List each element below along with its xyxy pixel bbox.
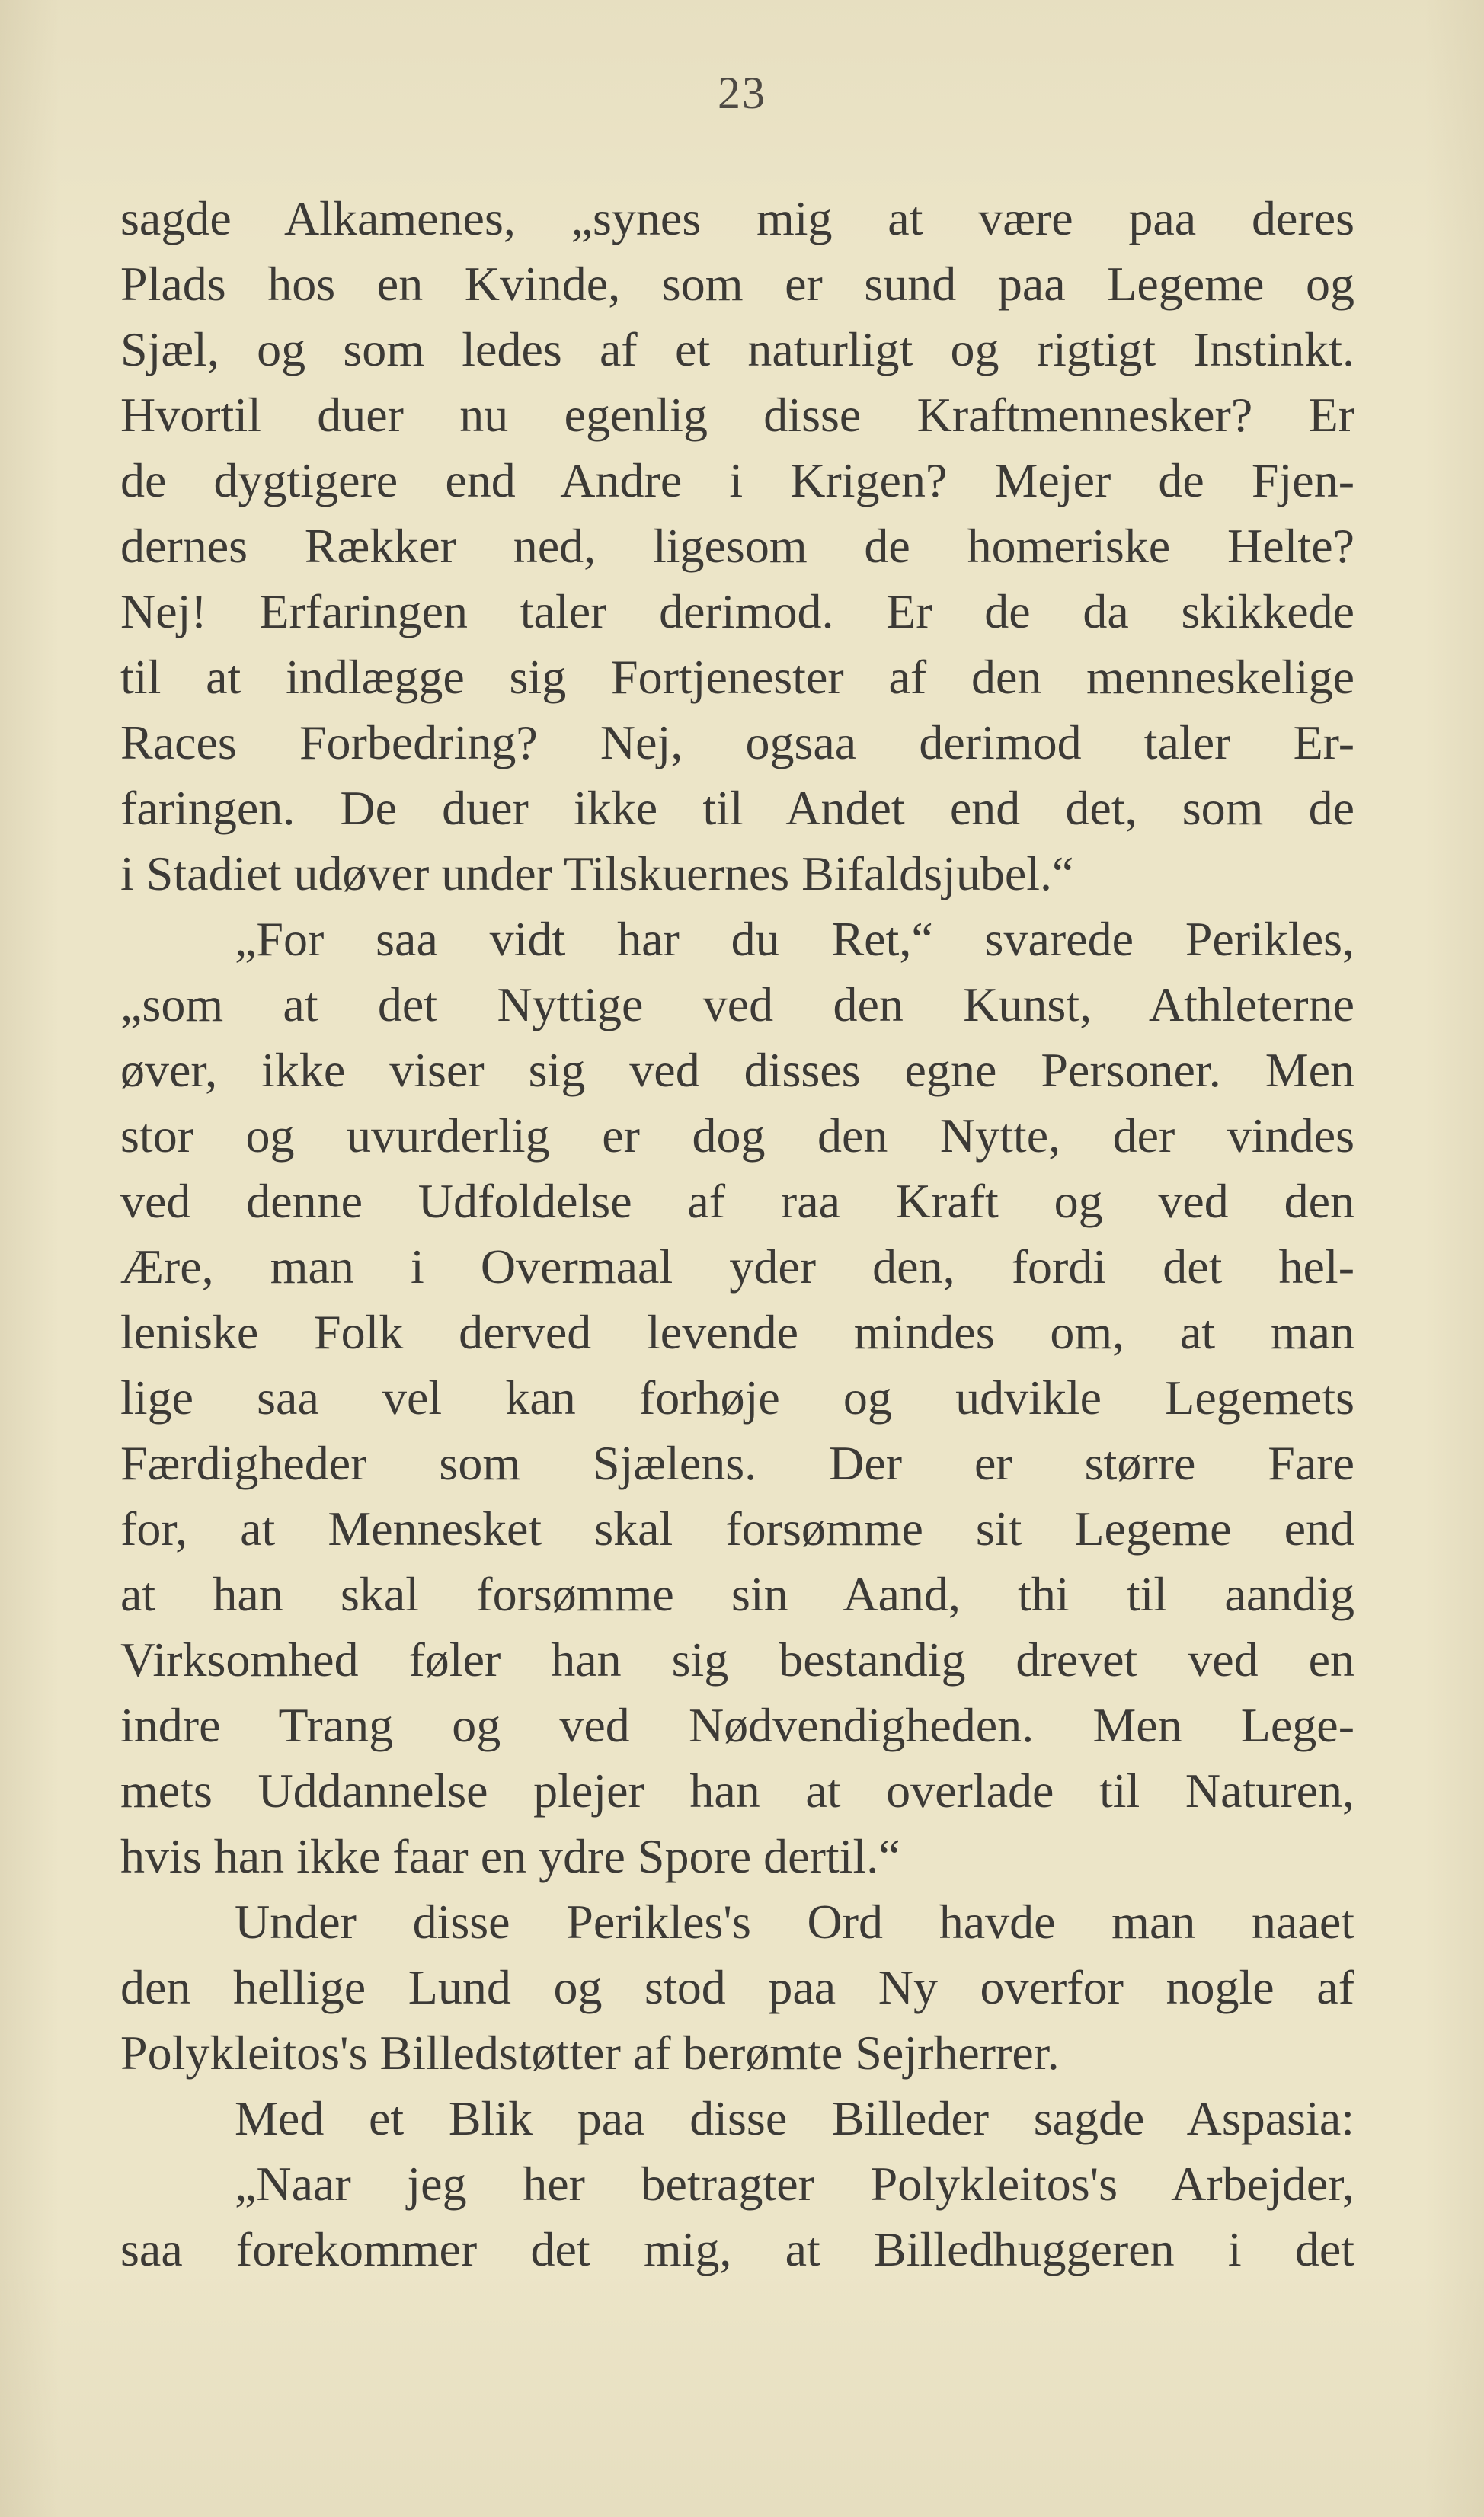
text-line: øver, ikke viser sig ved disses egne Personer. Men bbox=[120, 1043, 1354, 1097]
text-line: dernes Rækker ned, ligesom de homeriske Helte? bbox=[120, 519, 1354, 573]
text-line: Plads hos en Kvinde, som er sund paa Legeme og bbox=[120, 257, 1354, 311]
text-line: Under disse Perikles's Ord havde man naaet bbox=[235, 1895, 1354, 1949]
text-line: „Naar jeg her betragter Polykleitos's Arbejder, bbox=[235, 2157, 1354, 2211]
text-line: „For saa vidt har du Ret,“ svarede Perikles, bbox=[235, 912, 1354, 966]
text-line: Sjæl, og som ledes af et naturligt og rigtigt Instinkt. bbox=[120, 322, 1354, 376]
text-line: mets Uddannelse plejer han at overlade til Naturen, bbox=[120, 1764, 1354, 1818]
text-line: til at indlægge sig Fortjenester af den menneskelige bbox=[120, 650, 1354, 704]
text-line: de dygtigere end Andre i Krigen? Mejer de Fjen- bbox=[120, 453, 1354, 507]
text-line: indre Trang og ved Nødvendigheden. Men Lege- bbox=[120, 1698, 1354, 1752]
text-line: saa forekommer det mig, at Billedhuggeren i det bbox=[120, 2222, 1354, 2276]
text-line: Nej! Erfaringen taler derimod. Er de da skikkede bbox=[120, 584, 1354, 638]
text-line: Races Forbedring? Nej, ogsaa derimod taler Er- bbox=[120, 715, 1354, 769]
text-line: Færdigheder som Sjælens. Der er større Fare bbox=[120, 1436, 1354, 1490]
text-line: hvis han ikke faar en ydre Spore dertil.“ bbox=[120, 1829, 900, 1883]
text-line: stor og uvurderlig er dog den Nytte, der vindes bbox=[120, 1108, 1354, 1163]
text-line: Ære, man i Overmaal yder den, fordi det hel- bbox=[120, 1239, 1354, 1294]
text-line: sagde Alkamenes, „synes mig at være paa deres bbox=[120, 191, 1354, 245]
text-line: at han skal forsømme sin Aand, thi til aandig bbox=[120, 1567, 1354, 1621]
text-line: Med et Blik paa disse Billeder sagde Aspasia: bbox=[235, 2091, 1354, 2145]
text-line: ved denne Udfoldelse af raa Kraft og ved den bbox=[120, 1174, 1354, 1228]
text-line: faringen. De duer ikke til Andet end det, som de bbox=[120, 781, 1354, 835]
text-line: Hvortil duer nu egenlig disse Kraftmennesker? Er bbox=[120, 388, 1354, 442]
text-line: Polykleitos's Billedstøtter af berømte Sejrherrer. bbox=[120, 2026, 1060, 2080]
text-line: for, at Mennesket skal forsømme sit Legeme end bbox=[120, 1502, 1354, 1556]
text-line: „som at det Nyttige ved den Kunst, Athleterne bbox=[120, 977, 1354, 1031]
text-line: den hellige Lund og stod paa Ny overfor nogle af bbox=[120, 1960, 1354, 2014]
text-line: Virksomhed føler han sig bestandig drevet ved en bbox=[120, 1633, 1354, 1687]
text-line: leniske Folk derved levende mindes om, at man bbox=[120, 1305, 1354, 1359]
page-number: 23 bbox=[718, 68, 766, 118]
text-line: lige saa vel kan forhøje og udvikle Legemets bbox=[120, 1370, 1354, 1425]
text-line: i Stadiet udøver under Tilskuernes Bifaldsjubel.“ bbox=[120, 846, 1074, 900]
body-text bbox=[120, 186, 1354, 2282]
